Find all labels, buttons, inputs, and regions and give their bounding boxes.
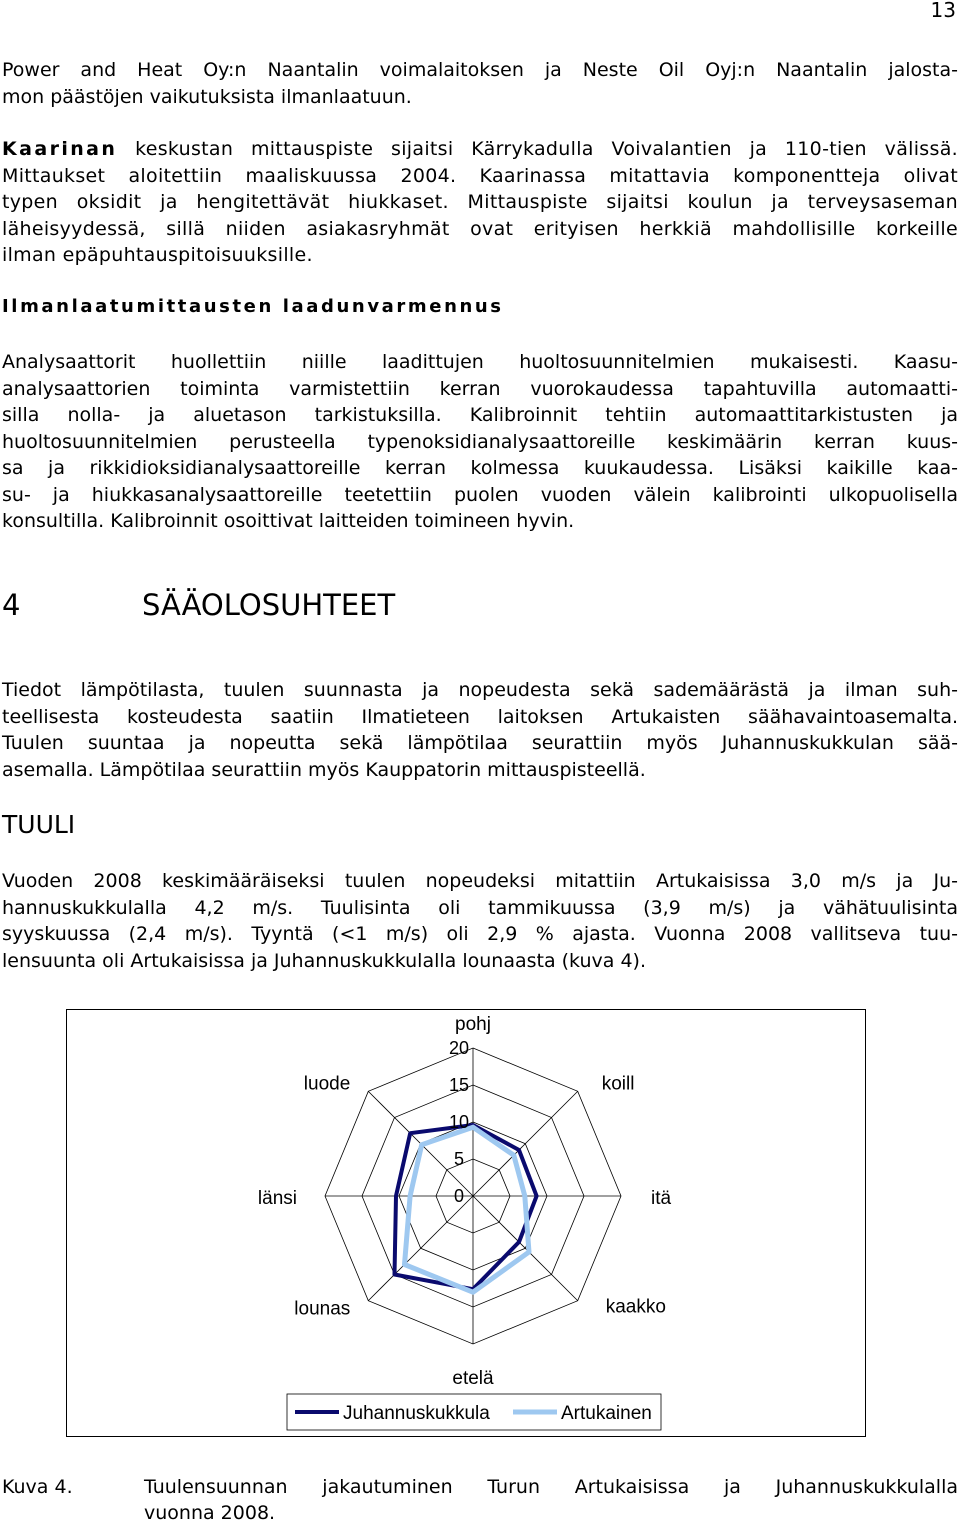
category-label: luode [303, 1073, 351, 1095]
text-line: typen oksidit ja hengitettävät hiukkaset. Mittauspiste sijaitsi koulun ja terveysaseman [2, 191, 958, 213]
text-line: lensuunta oli Artukaisissa ja Juhannuskukkulalla lounaasta (kuva 4). [2, 949, 646, 972]
text-line: hannuskukkulalla 4,2 m/s. Tuulisinta oli tammikuussa (3,9 m/s) ja vähätuulisinta [2, 896, 958, 919]
text-line: Mittaukset aloitettiin maaliskuussa 2004. Kaarinassa mitattavia komponentteja olivat [2, 164, 958, 187]
text-line: Tiedot lämpötilasta, tuulen suunnasta ja nopeudesta sekä sademäärästä ja ilman suh- [2, 679, 958, 701]
text-line: Vuoden 2008 keskimääräiseksi tuulen nopeudeksi mitattiin Artukaisissa 3,0 m/s ja Ju- [2, 870, 958, 892]
legend-label: Artukainen [561, 1403, 652, 1424]
section-number: 4 [2, 588, 21, 622]
text-line: analysaattorien toiminta varmistettiin kerran vuorokaudessa tapahtuvilla automaatti- [2, 377, 958, 400]
caption-line: vuonna 2008. [144, 1502, 276, 1524]
category-label: koill [601, 1073, 635, 1095]
text-line [2, 136, 958, 163]
text-line: huoltosuunnitelmien perusteella typenoksidianalysaattoreille keskimäärin kerran kuus- [2, 430, 958, 453]
paragraph-kaarina [2, 136, 958, 269]
text-line-rest: keskustan mittauspiste sijaitsi Kärrykadulla Voivalantien ja 110-tien välissä. [117, 138, 958, 160]
tick-label: 5 [453, 1149, 465, 1169]
text-line: mon päästöjen vaikutuksista ilmanlaatuun. [2, 85, 412, 108]
text-line: Tuulen suuntaa ja nopeutta sekä lämpötilaa seurattiin myös Juhannuskukkulan sää- [2, 732, 958, 754]
paragraph-wind [2, 868, 958, 974]
category-label: pohj [455, 1014, 491, 1035]
page-number: 13 [930, 0, 956, 22]
category-label: etelä [452, 1368, 494, 1389]
tick-label: 20 [448, 1038, 470, 1058]
text-line: su- ja hiukkasanalysaattoreille teetettiin puolen vuoden välein kalibrointi ulkopuolisella [2, 483, 958, 506]
category-label: itä [651, 1188, 672, 1209]
text-line: läheisyydessä, sillä niiden asiakasryhmät ovat erityisen herkkiä mahdollisille korkeille [2, 217, 958, 240]
figure-caption-text [144, 1474, 958, 1526]
legend-label: Juhannuskukkula [343, 1403, 490, 1424]
wind-direction-chart [66, 1009, 866, 1437]
figure-caption-label: Kuva 4. [2, 1476, 73, 1498]
text-line: asemalla. Lämpötilaa seurattiin myös Kauppatorin mittauspisteellä. [2, 758, 646, 781]
category-label: kaakko [605, 1296, 666, 1318]
subheading-wind: TUULI [2, 810, 76, 839]
section-heading [2, 588, 395, 622]
text-line: sa ja rikkidioksidianalysaattoreille kerran kolmessa kuukaudessa. Lisäksi kaikille kaa- [2, 457, 958, 479]
category-label: länsi [257, 1188, 297, 1209]
paragraph-weather-sources [2, 677, 958, 783]
paragraph-quality [2, 349, 958, 535]
tick-label: 10 [448, 1112, 470, 1132]
text-line: ilman epäpuhtauspitoisuuksille. [2, 244, 313, 266]
tick-label: 0 [453, 1186, 465, 1206]
text-line: konsultilla. Kalibroinnit osoittivat laitteiden toimineen hyvin. [2, 510, 575, 532]
text-line: syyskuussa (2,4 m/s). Tyyntä (<1 m/s) oli 2,9 % ajasta. Vuonna 2008 vallitseva tuu- [2, 923, 958, 945]
text-line: teellisesta kosteudesta saatiin Ilmatieteen laitoksen Artukaisten säähavaintoasemalta. [2, 705, 958, 728]
text-line: Power and Heat Oy:n Naantalin voimalaitoksen ja Neste Oil Oyj:n Naantalin jalosta- [2, 59, 958, 81]
subheading-quality-assurance: Ilmanlaatumittausten laadunvarmennus [2, 296, 504, 317]
radar-chart-svg [67, 1010, 867, 1438]
text-line: Analysaattorit huollettiin niille laadittujen huoltosuunnitelmien mukaisesti. Kaasu- [2, 351, 958, 373]
paragraph-intro-continuation [2, 57, 958, 110]
section-title: SÄÄOLOSUHTEET [142, 588, 396, 622]
text-line: silla nolla- ja aluetason tarkistuksilla. Kalibroinnit tehtiin automaattitarkistusten ja [2, 404, 958, 426]
lead-word: Kaarinan [2, 138, 118, 160]
caption-line: Tuulensuunnan jakautuminen Turun Artukaisissa ja Juhannuskukkulalla [144, 1476, 958, 1498]
category-label: lounas [294, 1298, 351, 1320]
tick-label: 15 [448, 1075, 470, 1095]
